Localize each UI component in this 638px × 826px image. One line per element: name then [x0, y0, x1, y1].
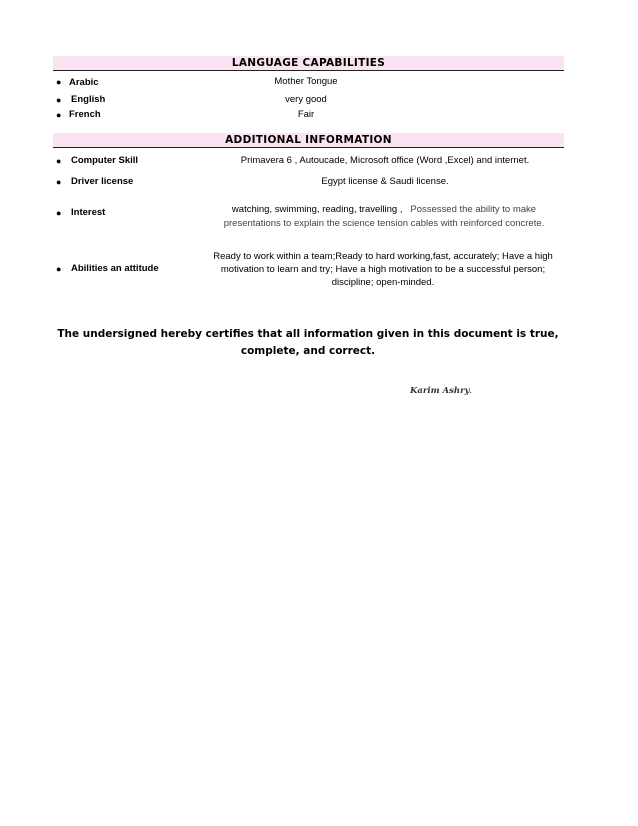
language-label-arabic: Arabic [69, 77, 99, 88]
language-label-english: English [71, 94, 106, 105]
language-value-arabic: Mother Tongue [274, 76, 338, 87]
additional-label-interest: Interest [71, 207, 106, 218]
additional-label-driver-license: Driver license [71, 176, 134, 187]
bullet-icon: ● [56, 110, 62, 120]
bullet-icon: ● [56, 95, 62, 105]
certification-statement: The undersigned hereby certifies that all information given in this document is true, complete, and correct. [57, 328, 559, 357]
additional-value-computer-skill: Primavera 6 , Autoucade, Microsoft office (Word ,Excel) and internet. [240, 155, 530, 166]
additional-section-header: ADDITIONAL INFORMATION [53, 133, 564, 148]
bullet-icon: ● [56, 77, 62, 87]
additional-value-driver-license: Egypt license & Saudi license. [321, 176, 449, 187]
additional-label-computer-skill: Computer Skill [71, 155, 139, 166]
additional-value-interest [218, 203, 550, 231]
language-value-english: very good [285, 94, 327, 105]
bullet-icon: ● [56, 156, 62, 166]
signature-text: Karim Ashry [410, 386, 470, 396]
signature: Karim Ashry. [410, 386, 472, 396]
bullet-icon: ● [56, 208, 62, 218]
language-section-header: LANGUAGE CAPABILITIES [53, 56, 564, 71]
bullet-icon: ● [56, 177, 62, 187]
interest-hobbies-text: watching, swimming, reading, travelling , [231, 204, 403, 215]
language-label-french: French [69, 109, 101, 120]
interest-presentations-text: Possessed the ability to make presentations to explain the science tension cables with reinforced concrete. [223, 204, 545, 229]
additional-label-abilities: Abilities an attitude [71, 263, 159, 274]
additional-value-abilities: Ready to work within a team;Ready to hard working,fast, accurately; Have a high motivation to learn and try; Have a high motivation to be a successful person; discipline; open-minded. [213, 251, 553, 288]
bullet-icon: ● [56, 264, 62, 274]
language-value-french: Fair [297, 109, 315, 120]
